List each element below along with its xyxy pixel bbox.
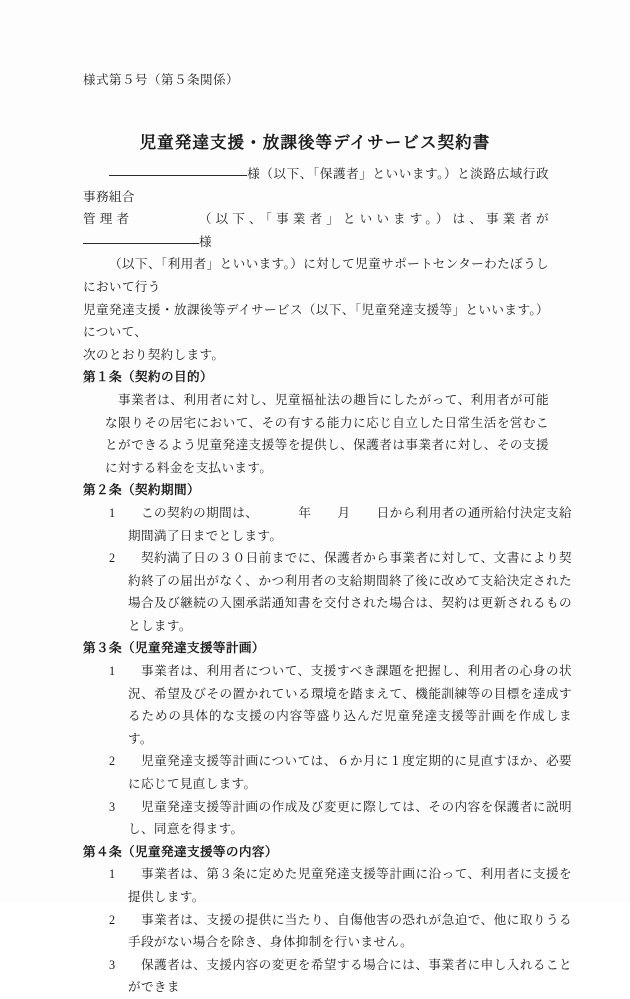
preamble-paragraph bbox=[83, 163, 549, 366]
article-2-item-2 bbox=[105, 547, 572, 637]
item-number: 1 bbox=[108, 664, 116, 679]
article-1-body: 事業者は、利用者に対し、児童福祉法の趣旨にしたがって、利用者が可能な限りその居宅において、その有する能力に応じ自立した日常生活を営むことができるよう児童発達支援等を提供し、保護者は事業者に対し、その支援に対する料金を支払います。 bbox=[105, 392, 549, 475]
item-number: 3 bbox=[108, 957, 116, 972]
preamble-seg-3: （以下、「事業者」といいます。）は、事業者が bbox=[195, 212, 549, 227]
article-3-heading: 第３条（児童発達支援等計画） bbox=[83, 640, 265, 656]
item-text: 事業者は、支援の提供に当たり、自傷他害の恐れが急迫で、他に取りうる手段がない場合を除き、身体抑制を行いません。 bbox=[128, 912, 572, 950]
day-label: 日 bbox=[376, 505, 390, 520]
item-number: 2 bbox=[108, 912, 116, 927]
manager-label: 管理者 bbox=[83, 212, 134, 227]
preamble-seg-5: （以下、「利用者」といいます。）に対して児童サポートセンターわたぼうしにおいて行う bbox=[83, 257, 549, 294]
article-3-item-3 bbox=[105, 796, 572, 841]
article-3-item-1 bbox=[105, 660, 572, 750]
preamble-line-5 bbox=[83, 344, 549, 367]
article-4-item-1 bbox=[105, 863, 572, 908]
a2i1-text-before: この契約の期間は、 bbox=[141, 505, 259, 520]
page-title: 児童発達支援・放課後等デイサービス契約書 bbox=[139, 133, 491, 153]
item-text: 事業者は、第３条に定めた児童発達支援等計画に沿って、利用者に支援を提供します。 bbox=[128, 867, 572, 904]
item-number: 2 bbox=[108, 551, 116, 566]
year-label: 年 bbox=[298, 505, 312, 520]
item-text: 契約満了日の３０日前までに、保護者から事業者に対して、文書により契約終了の届出がなく、かつ利用者の支給期間終了後に改めて支給決定された場合及び継続の入園承諾通知書を交付された場合は、契約は更新されるものとします。 bbox=[128, 551, 572, 633]
a2i1-text-after: から利用者の通所給付決定支給期間満了日までとします。 bbox=[128, 505, 572, 543]
preamble-seg-7: 次のとおり契約します。 bbox=[83, 347, 225, 362]
preamble-seg-4: 様 bbox=[199, 234, 212, 249]
preamble-line-1 bbox=[83, 163, 549, 208]
item-number: 1 bbox=[108, 505, 116, 520]
article-4-item-3 bbox=[105, 954, 572, 999]
article-1-heading: 第１条（契約の目的） bbox=[83, 369, 213, 385]
article-4-heading: 第４条（児童発達支援等の内容） bbox=[83, 843, 278, 859]
month-label: 月 bbox=[337, 505, 351, 520]
item-text: 保護者は、支援内容の変更を希望する場合には、事業者に申し入れることができま bbox=[128, 957, 572, 995]
preamble-line-4 bbox=[83, 299, 549, 344]
form-number: 様式第５号（第５条関係） bbox=[83, 73, 240, 87]
user-name-blank[interactable] bbox=[83, 231, 199, 244]
preamble-line-3 bbox=[83, 253, 549, 298]
preamble-line-2 bbox=[83, 208, 549, 253]
item-number: 3 bbox=[108, 799, 116, 814]
article-4-item-2 bbox=[105, 909, 572, 954]
article-3-item-2 bbox=[105, 750, 572, 795]
preamble-seg-1: 様（以下、「保護者」といいます。）と淡路広域行政事務組合 bbox=[83, 167, 549, 204]
guardian-name-blank[interactable] bbox=[109, 163, 247, 176]
item-text: 事業者は、利用者について、支援すべき課題を把握し、利用者の心身の状況、希望及びその置かれている環境を踏まえて、機能訓練等の目標を達成するための具体的な支援の内容等盛り込んだ児童発達支援等計画を作成します。 bbox=[128, 664, 572, 746]
preamble-seg-6: 児童発達支援・放課後等デイサービス（以下、「児童発達支援等」といいます。）について、 bbox=[83, 302, 549, 340]
item-text: 児童発達支援等計画の作成及び変更に際しては、その内容を保護者に説明し、同意を得ます。 bbox=[128, 799, 572, 837]
item-number: 2 bbox=[108, 754, 116, 769]
article-2-heading: 第２条（契約期間） bbox=[83, 482, 200, 498]
document-body bbox=[83, 163, 572, 999]
item-text: 児童発達支援等計画については、６か月に１度定期的に見直すほか、必要に応じて見直します。 bbox=[128, 754, 572, 792]
item-text bbox=[128, 502, 572, 547]
article-2-item-1 bbox=[105, 502, 572, 547]
item-number: 1 bbox=[108, 867, 116, 882]
